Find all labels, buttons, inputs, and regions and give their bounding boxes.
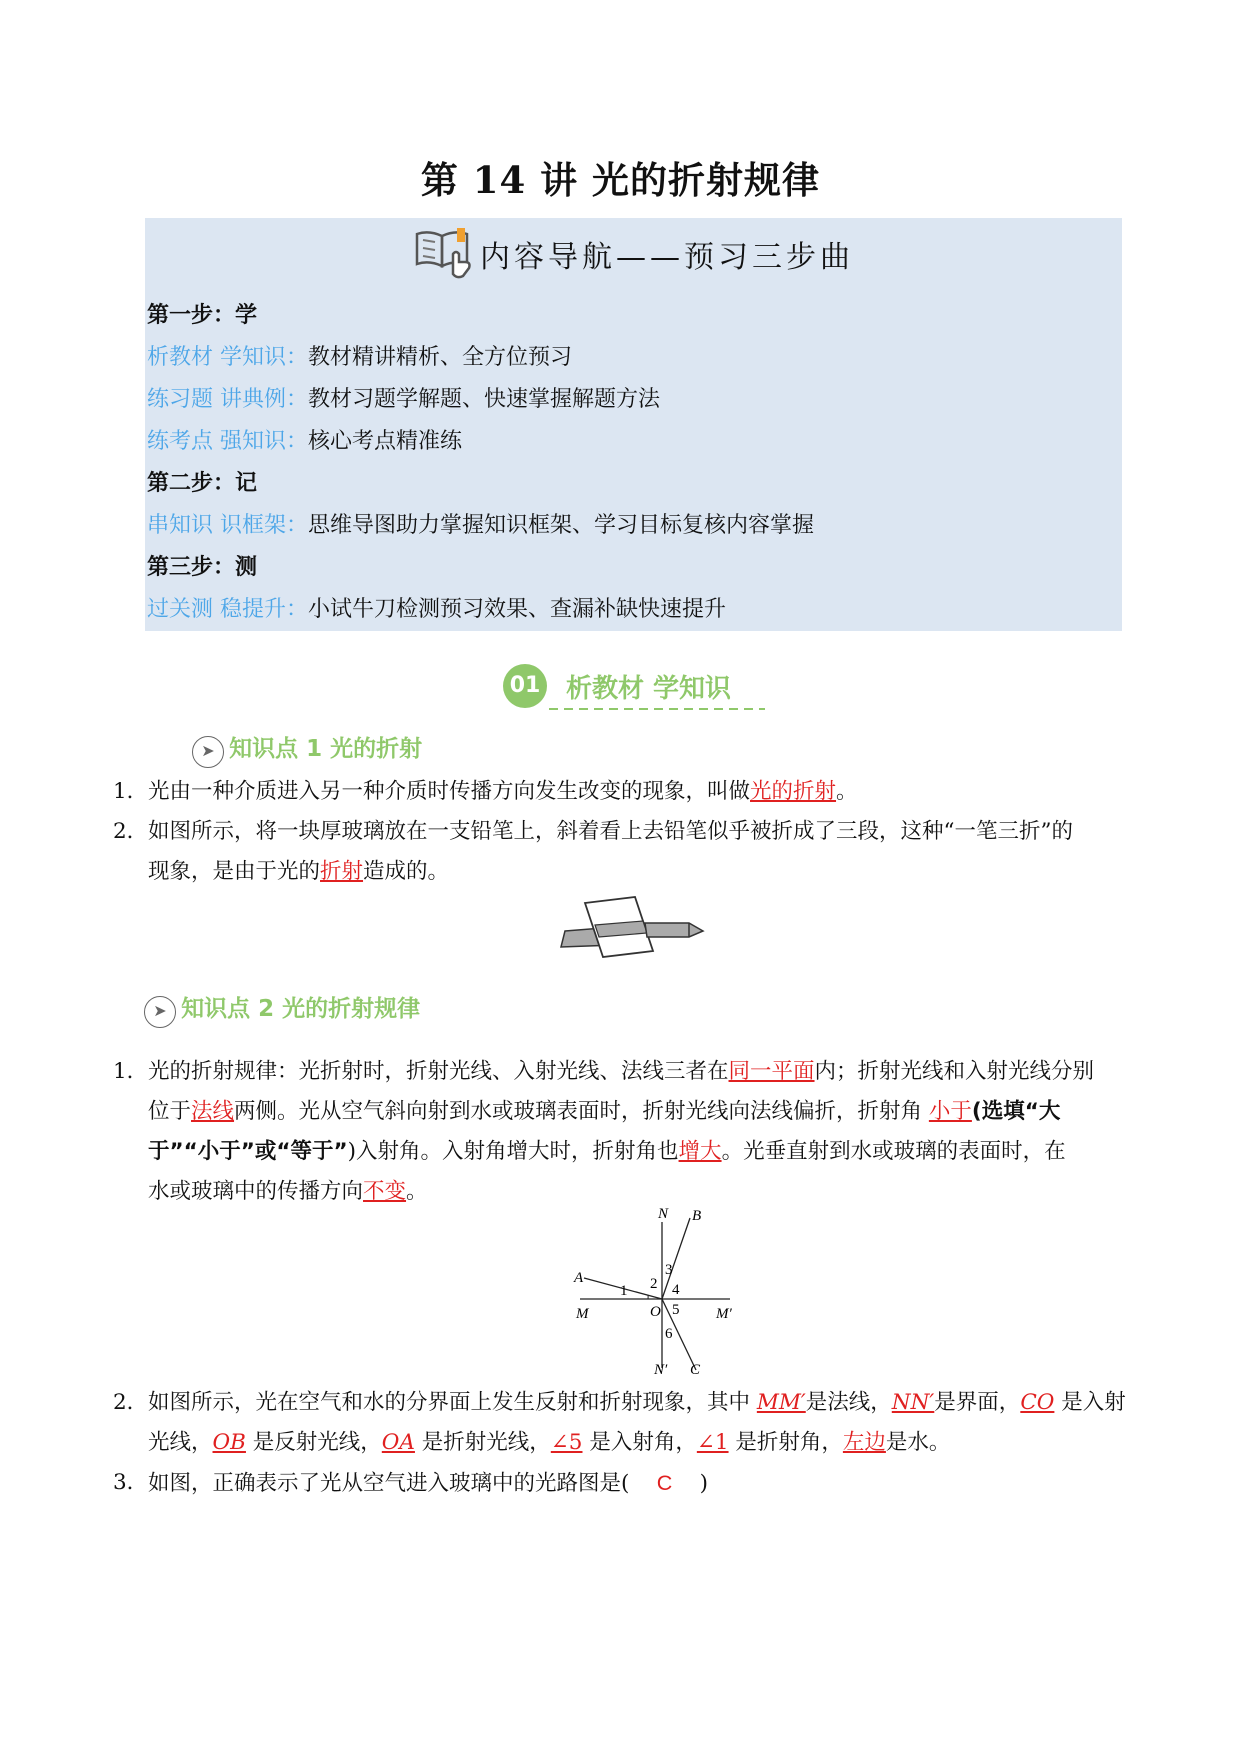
- answer-blank: NN′: [891, 1390, 935, 1415]
- text-span: 光线，: [148, 1430, 213, 1455]
- label-M: M: [576, 1306, 589, 1322]
- nav-row-4: [147, 508, 814, 539]
- text-span: 于”“小于”或“等于”: [148, 1139, 348, 1164]
- nav-row-4-text: 思维导图助力掌握知识框架、学习目标复核内容掌握: [308, 513, 815, 538]
- text-span: )入射角。入射角增大时，折射角也: [347, 1139, 679, 1164]
- answer-blank: 折射: [320, 859, 364, 884]
- text-span: 是法线，: [805, 1390, 892, 1415]
- answer-blank: MM′: [756, 1390, 806, 1415]
- angle-3: 3: [665, 1262, 673, 1278]
- item-number: 2．: [113, 1390, 149, 1415]
- angle-5: 5: [672, 1302, 680, 1318]
- text-span: 是界面，: [934, 1390, 1021, 1415]
- nav-row-4-label: 串知识 识框架：: [147, 513, 308, 538]
- punctuation: 。: [836, 779, 858, 804]
- book-touch-icon: [413, 224, 475, 284]
- answer-blank: ∠5: [550, 1430, 583, 1455]
- label-N: N: [658, 1208, 669, 1222]
- item-number: 1．: [113, 1059, 149, 1084]
- answer-blank: 不变: [363, 1179, 407, 1204]
- answer-blank: ∠1: [696, 1430, 729, 1455]
- content-navigation-box: [145, 218, 1122, 631]
- text-span: ): [672, 1471, 708, 1496]
- text-span: 如图所示，光在空气和水的分界面上发生反射和折射现象，其中: [148, 1390, 757, 1415]
- page-title: 第 14 讲 光的折射规律: [420, 158, 821, 202]
- text-span: 。: [406, 1179, 428, 1204]
- angle-1: 1: [620, 1283, 628, 1299]
- nav-row-3-text: 核心考点精准练: [308, 429, 463, 454]
- text-span: 光的折射规律：光折射时，折射光线、入射光线、法线三者在: [148, 1059, 729, 1084]
- step2-label: 第二步：记: [147, 470, 258, 496]
- answer-blank: 同一平面: [728, 1059, 815, 1084]
- label-C: C: [690, 1362, 701, 1378]
- label-B: B: [692, 1208, 702, 1224]
- nav-row-2: [147, 382, 660, 413]
- item-number: 3．: [113, 1470, 149, 1495]
- section-title: 析教材 学知识: [566, 674, 732, 704]
- text-span: 两侧。光从空气斜向射到水或玻璃表面时，折射光线向法线偏折，折射角: [234, 1099, 929, 1124]
- label-N-prime: N′: [654, 1362, 668, 1378]
- text-span: 是折射光线，: [414, 1430, 551, 1455]
- nav-row-1-text: 教材精讲精析、全方位预习: [308, 345, 573, 370]
- refraction-diagram: [570, 1208, 770, 1382]
- answer-blank: 法线: [191, 1099, 235, 1124]
- text-span: 内；折射光线和入射光线分别: [814, 1059, 1095, 1084]
- answer-blank: OA: [381, 1430, 415, 1455]
- angle-2: 2: [650, 1276, 658, 1292]
- answer-blank: 光的折射: [750, 779, 837, 804]
- section-number: 01: [509, 673, 541, 698]
- answer-blank: 小于: [928, 1099, 972, 1124]
- text-span: 位于: [148, 1099, 192, 1124]
- arrow-circle-icon: ➤: [144, 996, 176, 1028]
- arrow-circle-icon: ➤: [192, 736, 224, 768]
- answer-choice: C: [656, 1471, 673, 1495]
- answer-blank: 增大: [678, 1139, 722, 1164]
- item-number: 2．: [113, 819, 149, 844]
- kp1-item-1-text: 光由一种介质进入另一种介质时传播方向发生改变的现象，叫做: [148, 779, 751, 804]
- nav-row-5-label: 过关测 稳提升：: [147, 597, 308, 622]
- text-span: 是入射: [1054, 1390, 1126, 1415]
- nav-row-3-label: 练考点 强知识：: [147, 429, 308, 454]
- nav-heading: [145, 224, 1122, 284]
- nav-heading-text: 内容导航——预习三步曲: [480, 240, 855, 275]
- answer-blank: OB: [212, 1430, 246, 1455]
- text-span: (选填“大: [971, 1099, 1061, 1124]
- angle-6: 6: [665, 1326, 673, 1342]
- label-M-prime: M′: [716, 1306, 732, 1322]
- text-span: 。光垂直射到水或玻璃的表面时，在: [721, 1139, 1066, 1164]
- kp1-item-2-line-2: 现象，是由于光的: [148, 859, 321, 884]
- item-number: 1．: [113, 779, 149, 804]
- nav-row-1-label: 析教材 学知识：: [147, 345, 308, 370]
- kp1-item-2-line-1: 如图所示，将一块厚玻璃放在一支铅笔上，斜着看上去铅笔似乎被折成了三段，这种“一笔三折”的: [148, 819, 1073, 844]
- nav-row-2-label: 练习题 讲典例：: [147, 387, 308, 412]
- knowledge-point-2-title: 知识点 2 光的折射规律: [181, 996, 421, 1022]
- nav-row-2-text: 教材习题学解题、快速掌握解题方法: [308, 387, 661, 412]
- nav-row-3: [147, 424, 462, 455]
- knowledge-point-1-heading: [192, 730, 422, 768]
- text-span: 如图，正确表示了光从空气进入玻璃中的光路图是(: [148, 1471, 657, 1496]
- step2-line: [147, 466, 257, 497]
- knowledge-point-2-heading: [144, 990, 420, 1028]
- step3-label: 第三步：测: [147, 554, 258, 580]
- step1-line: [147, 298, 257, 329]
- nav-row-5-text: 小试牛刀检测预习效果、查漏补缺快速提升: [308, 597, 727, 622]
- label-A: A: [574, 1270, 584, 1286]
- nav-row-1: [147, 340, 572, 371]
- step1-label: 第一步：学: [147, 302, 258, 328]
- answer-blank: CO: [1020, 1390, 1055, 1415]
- step3-line: [147, 550, 257, 581]
- text-span: 是入射角，: [582, 1430, 697, 1455]
- text-span: 水或玻璃中的传播方向: [148, 1179, 364, 1204]
- answer-blank: 左边: [842, 1430, 886, 1455]
- label-O: O: [650, 1304, 661, 1320]
- pencil-glass-figure: [555, 893, 705, 967]
- text-span: 是水。: [885, 1430, 951, 1455]
- knowledge-point-1-title: 知识点 1 光的折射: [229, 736, 423, 762]
- text-span: 是折射角，: [728, 1430, 843, 1455]
- angle-4: 4: [672, 1282, 680, 1298]
- kp1-item-2-line-2-end: 造成的。: [363, 859, 450, 884]
- text-span: 是反射光线，: [245, 1430, 382, 1455]
- nav-row-5: [147, 592, 726, 623]
